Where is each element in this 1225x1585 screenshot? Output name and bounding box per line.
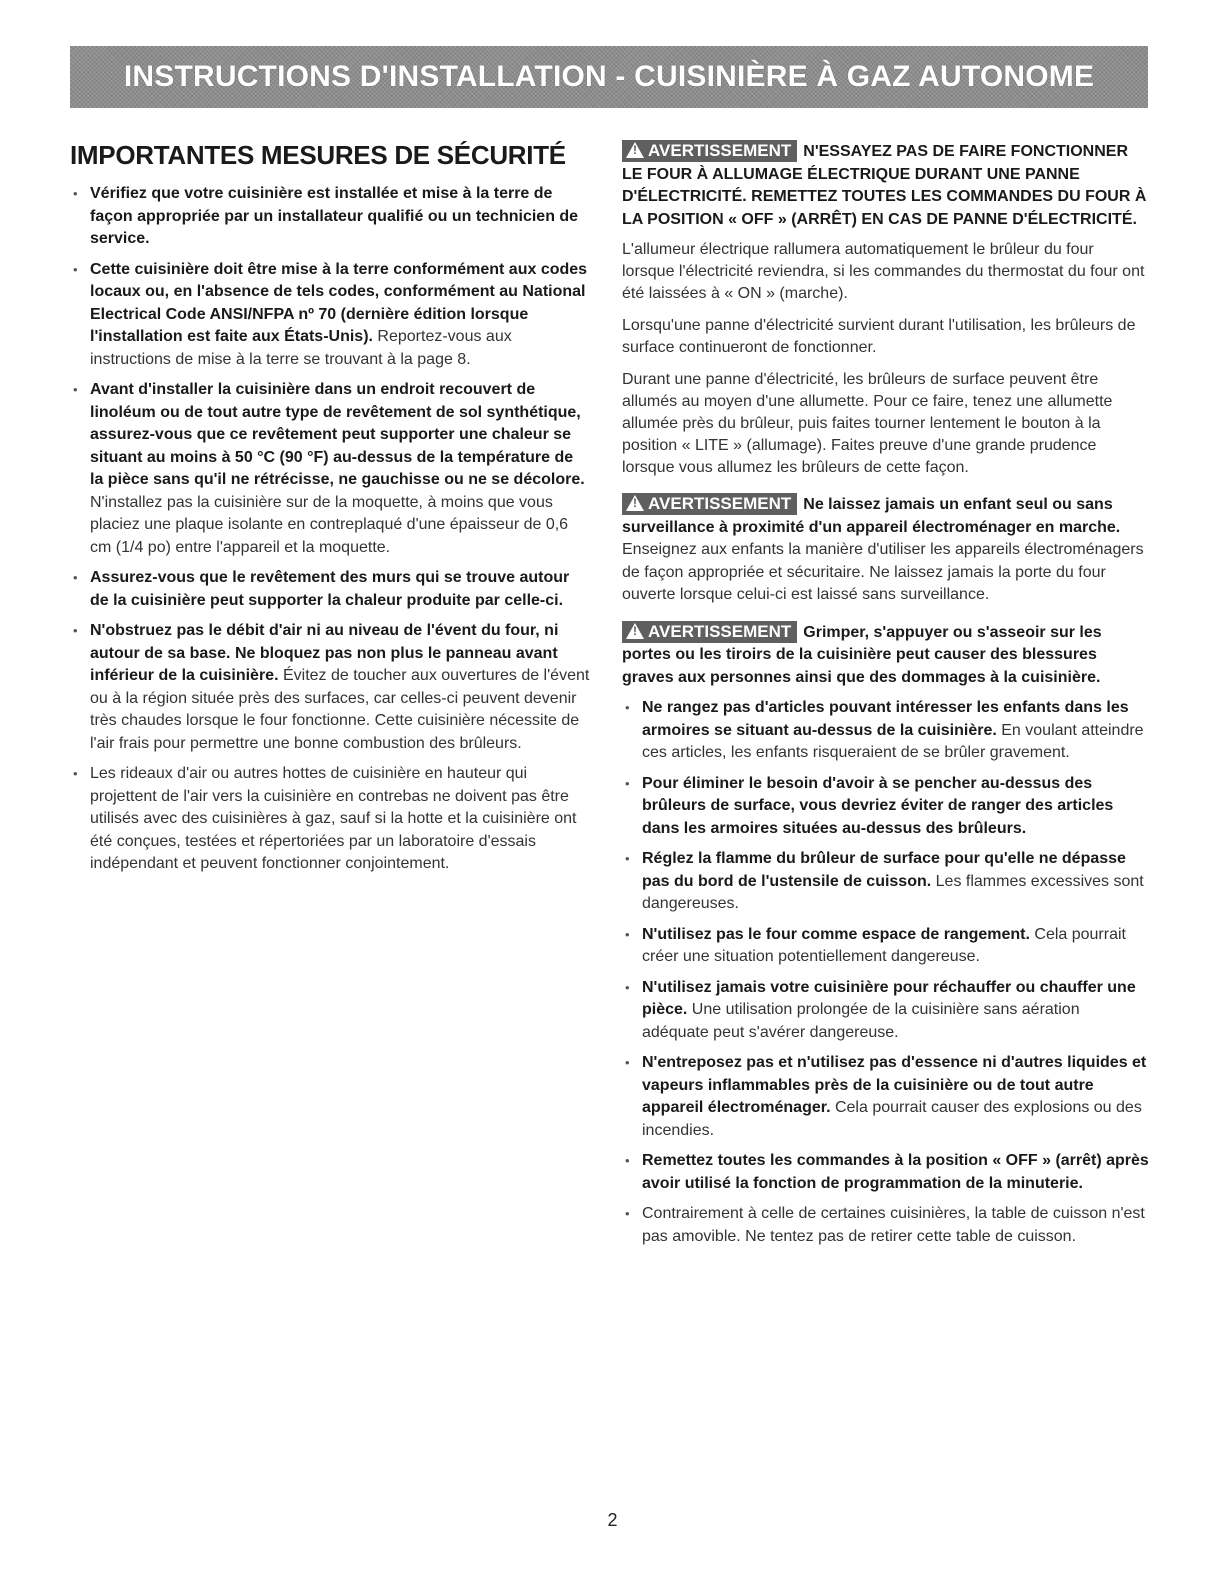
list-item (70, 183, 590, 251)
list-item (622, 773, 1150, 841)
bullet-text: Une utilisation prolongée de la cuisinière sans aération adéquate peut s'avérer dangereuse. (642, 1001, 1080, 1041)
bullet-bold-text: Assurez-vous que le revêtement des murs qui se trouve autour de la cuisinière peut supporter la chaleur produite par celle-ci. (90, 569, 570, 609)
safety-list-right (622, 697, 1150, 1248)
bullet-text: N'installez pas la cuisinière sur de la moquette, à moins que vous placiez une plaque isolante en contreplaqué d'une épaisseur de 0,6 cm (1/4 po) entre l'appareil et la moquette. (90, 493, 569, 556)
warning-body-text: Enseignez aux enfants la manière d'utiliser les appareils électroménagers de façon appropriée et sécuritaire. Ne laissez jamais la porte du four ouverte lorsque celui-ci est laissé sans surveillance. (622, 541, 1144, 603)
warning-text: Ne laissez jamais un enfant seul ou sans surveillance à proximité d'un appareil électroménager en marche. (622, 496, 1121, 536)
right-column (622, 140, 1150, 1256)
bullet-text: Évitez de toucher aux ouvertures de l'évent ou à la région située près des surfaces, car celles-ci peuvent devenir très chaudes lorsque le four fonctionne. Cette cuisinière nécessite de l'air frais pour permettre une bonne combustion des brûleurs. (90, 667, 590, 752)
list-item (622, 977, 1150, 1045)
bullet-bold-text: Avant d'installer la cuisinière dans un endroit recouvert de linoléum ou de tout autre type de revêtement de sol synthétique, assurez-vous que ce revêtement peut supporter une chaleur se situant au moins à 50 °C (90 °F) au-dessus de la température de la pièce sans qu'il ne rétrécisse, ne gauchisse ou ne se décolore. (90, 381, 585, 488)
page-number: 2 (607, 1510, 618, 1530)
list-item (622, 1052, 1150, 1142)
warning-icon (626, 495, 644, 511)
list-item (70, 620, 590, 755)
list-item (622, 697, 1150, 765)
banner-title: INSTRUCTIONS D'INSTALLATION - CUISINIÈRE À GAZ AUTONOME (123, 60, 1095, 93)
warning-icon (626, 142, 644, 158)
paragraph: Durant une panne d'électricité, les brûleurs de surface peuvent être allumés au moyen d'une allumette. Pour ce faire, tenez une allumette allumée près du brûleur, puis faites tourner lentement le bouton à la position « LITE » (allumage). Faites preuve d'une grande prudence lorsque vous allumez les brûleurs de cette façon. (622, 371, 1113, 476)
bullet-bold-text: N'utilisez jamais votre cuisinière pour réchauffer ou chauffer une pièce. (642, 978, 1136, 1018)
bullet-bold-text: Vérifiez que votre cuisinière est installée et mise à la terre de façon appropriée par un installateur qualifié ou un technicien de service. (90, 185, 579, 247)
warning-badge (622, 493, 797, 515)
bullet-bold-text: N'obstruez pas le débit d'air ni au niveau de l'évent du four, ni autour de sa base. Ne bloquez pas non plus le panneau avant inférieur de la cuisinière. (90, 622, 559, 684)
list-item (622, 1150, 1150, 1195)
bullet-text: En voulant atteindre ces articles, les enfants risqueraient de se brûler gravement. (642, 721, 1144, 761)
warning-label: AVERTISSEMENT (648, 494, 792, 513)
header-banner (70, 46, 1148, 108)
left-column (70, 140, 590, 884)
warning-badge (622, 140, 797, 162)
bullet-text: Cela pourrait causer des explosions ou des incendies. (642, 1099, 1142, 1139)
warning-text: Grimper, s'appuyer ou s'asseoir sur les portes ou les tiroirs de la cuisinière peut causer des blessures graves aux personnes ainsi que des dommages à la cuisinière. (622, 623, 1102, 686)
bullet-bold-text: Remettez toutes les commandes à la position « OFF » (arrêt) après avoir utilisé la fonction de programmation de la minuterie. (642, 1152, 1149, 1192)
list-item (70, 259, 590, 372)
list-item (622, 1203, 1150, 1248)
list-item (622, 848, 1150, 916)
list-item (70, 567, 590, 612)
warning-icon (626, 623, 644, 639)
warning-block-climbing (622, 621, 1150, 690)
paragraph: Lorsqu'une panne d'électricité survient durant l'utilisation, les brûleurs de surface continueront de fonctionner. (622, 317, 1136, 356)
list-item (70, 379, 590, 559)
bullet-bold-text: Ne rangez pas d'articles pouvant intéresser les enfants dans les armoires se situant au-dessus de la cuisinière. (642, 699, 1129, 739)
bullet-bold-text: N'entreposez pas et n'utilisez pas d'essence ni d'autres liquides et vapeurs inflammables près de la cuisinière ou de tout autre appareil électroménager. (642, 1054, 1147, 1116)
bullet-text: Cela pourrait créer une situation potentiellement dangereuse. (642, 925, 1126, 965)
list-item (70, 763, 590, 876)
paragraph: L'allumeur électrique rallumera automatiquement le brûleur du four lorsque l'électricité reviendra, si les commandes du thermostat du four ont été laissées à « ON » (marche). (622, 241, 1145, 302)
bullet-text: Les flammes excessives sont dangereuses. (642, 872, 1144, 912)
section-title: IMPORTANTES MESURES DE SÉCURITÉ (70, 140, 566, 170)
bullet-bold-text: Réglez la flamme du brûleur de surface pour qu'elle ne dépasse pas du bord de l'ustensile de cuisson. (642, 850, 1126, 890)
warning-block-power-outage (622, 140, 1150, 231)
warning-text: N'ESSAYEZ PAS DE FAIRE FONCTIONNER LE FOUR À ALLUMAGE ÉLECTRIQUE DURANT UNE PANNE D'ÉLECTRICITÉ. REMETTEZ TOUTES LES COMMANDES DU FOUR À LA POSITION « OFF » (ARRÊT) EN CAS DE PANNE D'ÉLECTRICITÉ. (622, 143, 1147, 228)
warning-badge (622, 621, 797, 643)
bullet-text: Contrairement à celle de certaines cuisinières, la table de cuisson n'est pas amovible. Ne tentez pas de retirer cette table de cuisson. (642, 1205, 1145, 1245)
safety-list (70, 183, 590, 876)
warning-block-children (622, 493, 1150, 607)
bullet-bold-text: Cette cuisinière doit être mise à la terre conformément aux codes locaux ou, en l'absence de tels codes, conformément au National Electrical Code ANSI/NFPA nº 70 (dernière édition lorsque l'installation est faite aux États-Unis). (90, 260, 588, 345)
bullet-bold-text: Pour éliminer le besoin d'avoir à se pencher au-dessus des brûleurs de surface, vous devriez éviter de ranger des articles dans les armoires situées au-dessus des brûleurs. (642, 774, 1114, 837)
warning-label: AVERTISSEMENT (648, 621, 792, 641)
bullet-text: Les rideaux d'air ou autres hottes de cuisinière en hauteur qui projettent de l'air vers la cuisinière en contrebas ne doivent pas être utilisés avec des cuisinières à gaz, sauf si la hotte et la cuisinière ont été conçues, testées et répertoriées par un laboratoire d'essais indépendant et peuvent fonctionner conjointement. (90, 765, 577, 872)
list-item (622, 924, 1150, 969)
warning-label: AVERTISSEMENT (648, 141, 792, 160)
bullet-text: Reportez-vous aux instructions de mise à la terre se trouvant à la page 8. (90, 328, 512, 368)
bullet-bold-text: N'utilisez pas le four comme espace de rangement. (642, 925, 1030, 943)
